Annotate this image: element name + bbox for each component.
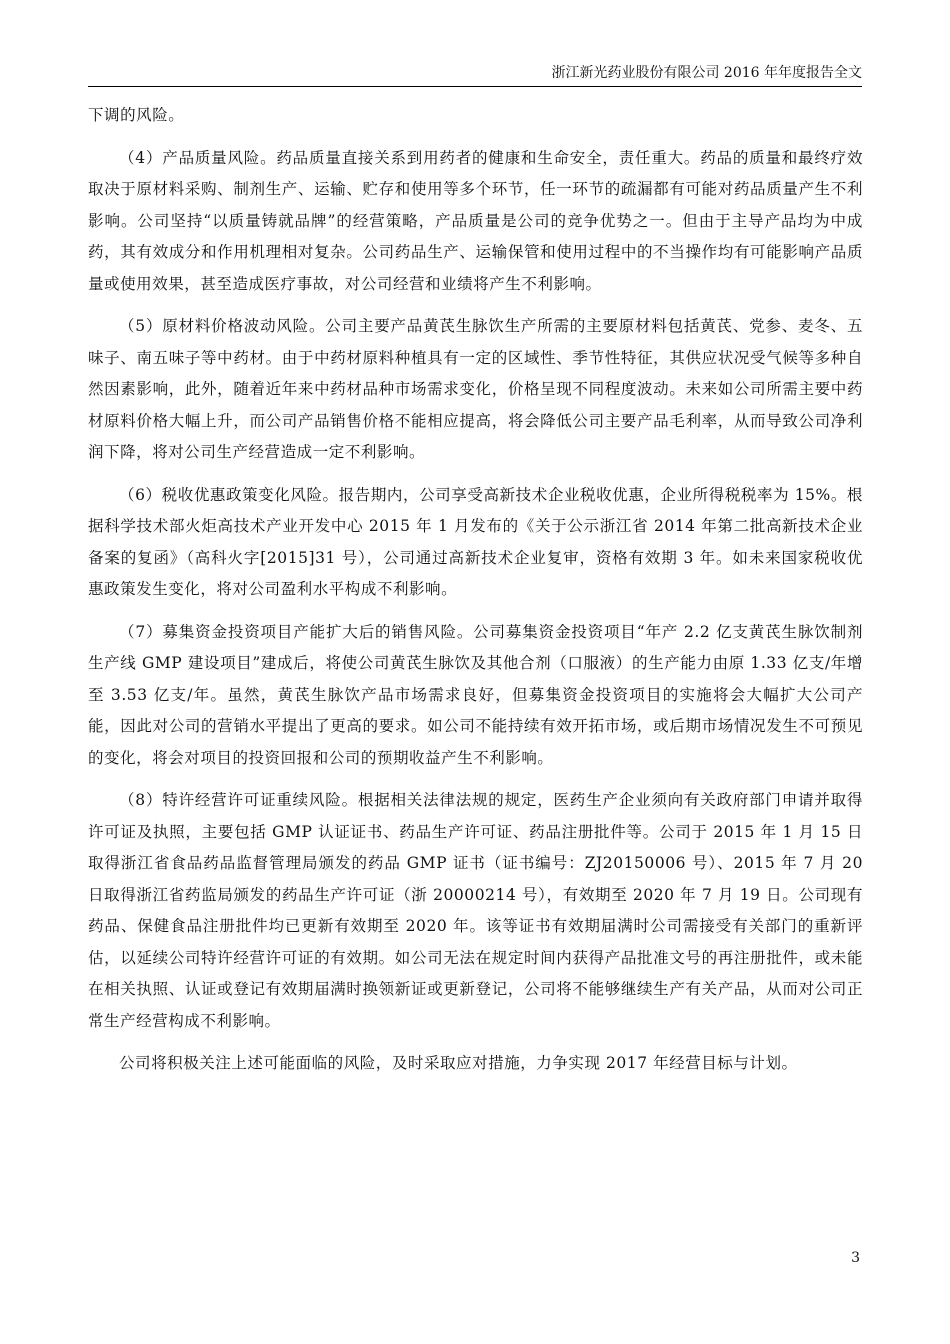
- paragraph-capacity-sales-risk: （7）募集资金投资项目产能扩大后的销售风险。公司募集资金投资项目“年产 2.2 亿支黄芪生脉饮制剂生产线 GMP 建设项目”建成后，将使公司黄芪生脉饮及其他合剂（口服液）的生产能力由原 1.33 亿支/年增至 3.53 亿支/年。虽然，黄芪生脉饮产品市场需求良好，但募集资金投资项目的实施将会大幅扩大公司产能，因此对公司的营销水平提出了更高的要求。如公司不能持续有效开拓市场，或后期市场情况发生不可预见的变化，将会对项目的投资回报和公司的预期收益产生不利影响。: [88, 622, 863, 767]
- page-number: 3: [851, 1250, 860, 1266]
- paragraph-raw-material-price-risk: （5）原材料价格波动风险。公司主要产品黄芪生脉饮生产所需的主要原材料包括黄芪、党参、麦冬、五味子、南五味子等中药材。由于中药材原料种植具有一定的区域性、季节性特征，其供应状况受气候等多种自然因素影响，此外，随着近年来中药材品种市场需求变化，价格呈现不同程度波动。未来如公司所需主要中药材原料价格大幅上升，而公司产品销售价格不能相应提高，将会降低公司主要产品毛利率，从而导致公司净利润下降，将对公司生产经营造成一定不利影响。: [88, 317, 863, 461]
- paragraph-conclusion: 公司将积极关注上述可能面临的风险，及时采取应对措施，力争实现 2017 年经营目标与计划。: [119, 1054, 798, 1072]
- document-body: [88, 100, 863, 1080]
- paragraph-tax-policy-risk: （6）税收优惠政策变化风险。报告期内，公司享受高新技术企业税收优惠，企业所得税税率为 15%。根据科学技术部火炬高技术产业开发中心 2015 年 1 月发布的《关于公示浙江省 2014 年第二批高新技术企业备案的复函》（高科火字[2015]31 号），公司通过高新技术企业复审，资格有效期 3 年。如未来国家税收优惠政策发生变化，将对公司盈利水平构成不利影响。: [88, 485, 863, 598]
- paragraph-product-quality-risk: （4）产品质量风险。药品质量直接关系到用药者的健康和生命安全，责任重大。药品的质量和最终疗效取决于原材料采购、制剂生产、运输、贮存和使用等多个环节，任一环节的疏漏都有可能对药品质量产生不利影响。公司坚持“以质量铸就品牌”的经营策略，产品质量是公司的竞争优势之一。但由于主导产品均为中成药，其有效成分和作用机理相对复杂。公司药品生产、运输保管和使用过程中的不当操作均有可能影响产品质量或使用效果，甚至造成医疗事故，对公司经营和业绩将产生不利影响。: [88, 148, 863, 293]
- header-title: 浙江新光药业股份有限公司 2016 年年度报告全文: [551, 65, 862, 81]
- page-header: [88, 62, 862, 87]
- paragraph-continuation: 下调的风险。: [88, 106, 185, 124]
- paragraph-license-renewal-risk: （8）特许经营许可证重续风险。根据相关法律法规的规定，医药生产企业须向有关政府部门申请并取得许可证及执照，主要包括 GMP 认证证书、药品生产许可证、药品注册批件等。公司于 2015 年 1 月 15 日取得浙江省食品药品监督管理局颁发的药品 GMP 证书（证书编号：ZJ20150006 号）、2015 年 7 月 20 日取得浙江省药监局颁发的药品生产许可证（浙 20000214 号），有效期至 2020 年 7 月 19 日。公司现有药品、保健食品注册批件均已更新有效期至 2020 年。该等证书有效期届满时公司需接受有关部门的重新评估，以延续公司特许经营许可证的有效期。如公司无法在规定时间内获得产品批准文号的再注册批件，或未能在相关执照、认证或登记有效期届满时换领新证或更新登记，公司将不能够继续生产有关产品，从而对公司正常生产经营构成不利影响。: [88, 791, 863, 1030]
